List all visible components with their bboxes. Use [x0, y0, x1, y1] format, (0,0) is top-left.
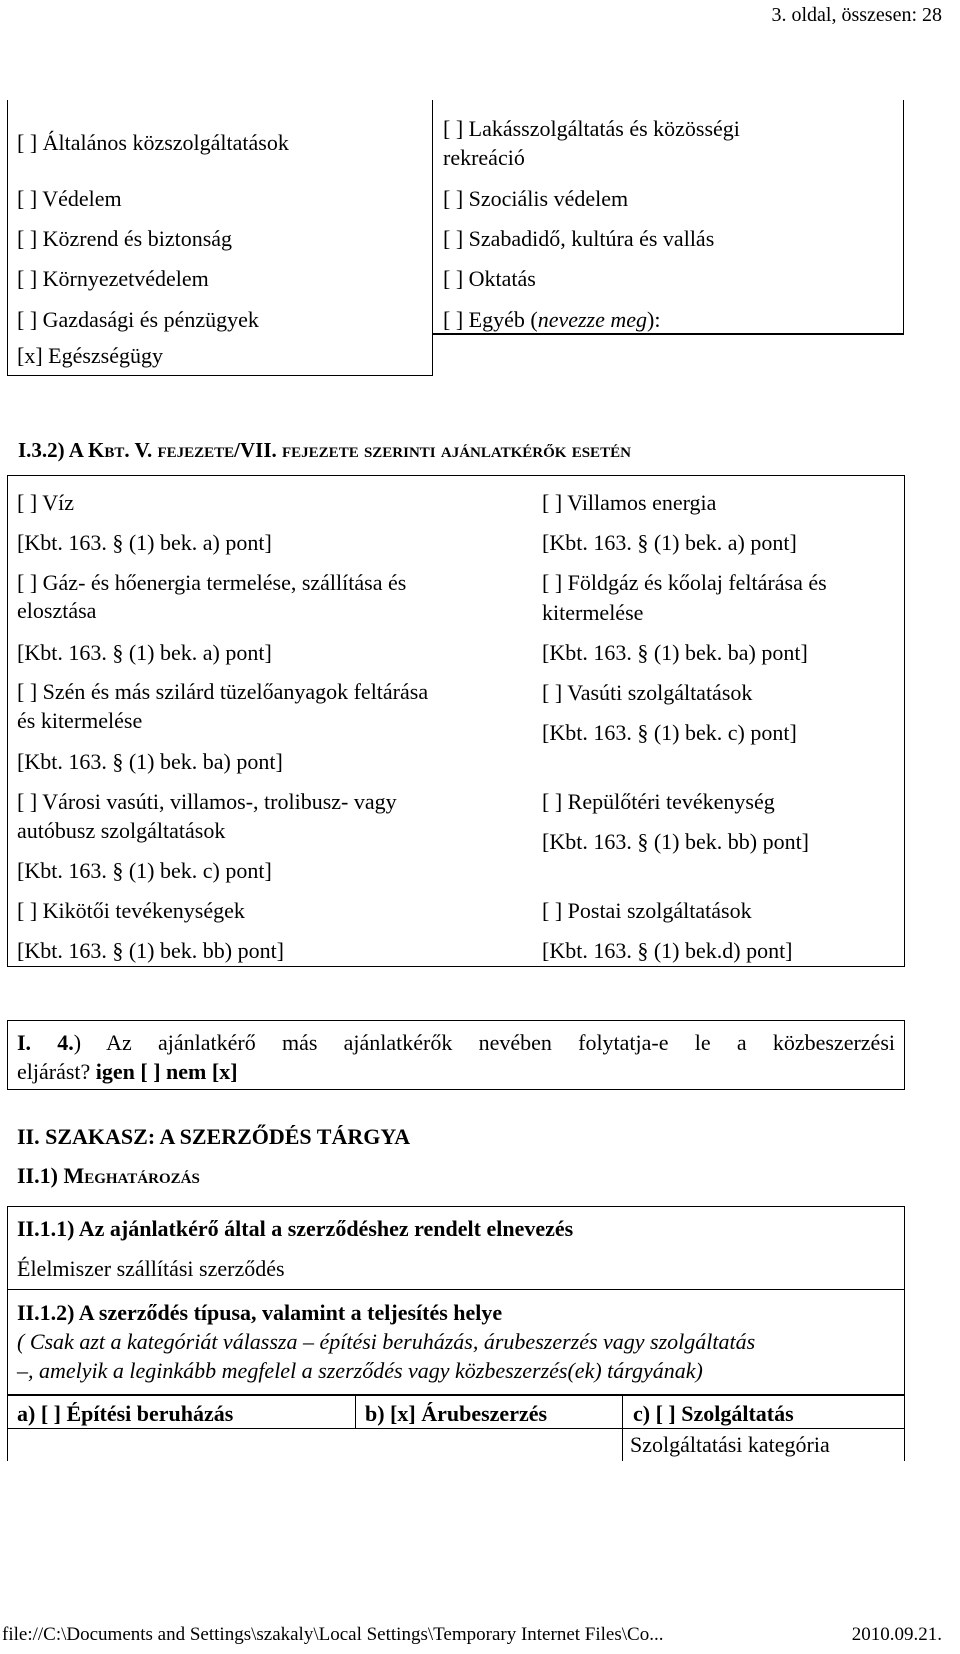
- activity-left-5: [ ] Gazdasági és pénzügyek: [17, 307, 259, 332]
- egyeb-prefix: [ ] Egyéb (: [443, 307, 538, 332]
- activity-right-2: [ ] Szociális védelem: [443, 186, 629, 211]
- sector-left-10: autóbusz szolgáltatások: [17, 818, 226, 843]
- type-services-option[interactable]: c) [ ] Szolgáltatás: [633, 1401, 794, 1426]
- activity-right-1: [ ] Lakásszolgáltatás és közösségi: [443, 116, 740, 141]
- ii12-left-border: [7, 1289, 8, 1461]
- ii12-note-2: –, amelyik a leginkább megfelel a szerződés vagy közbeszerzés(ek) tárgyának): [17, 1358, 703, 1383]
- i4-question: [17, 1030, 895, 1056]
- sector-right-11: [Kbt. 163. § (1) bek.d) pont]: [542, 938, 793, 963]
- sector-right-2: [Kbt. 163. § (1) bek. a) pont]: [542, 530, 797, 555]
- sector-left-7: és kitermelése: [17, 708, 143, 733]
- ii11-title: II.1.1) Az ajánlatkérő által a szerződéshez rendelt elnevezés: [17, 1216, 574, 1241]
- ii12-title: II.1.2) A szerződés típusa, valamint a teljesítés helye: [17, 1300, 503, 1325]
- heading-part-d: fejezete/VII. fejezete szerinti ajánlatkérők esetén: [157, 438, 631, 462]
- heading-part-b: bt: [104, 438, 125, 462]
- i4-text: ) Az ajánlatkérő más ajánlatkérők nevében folytatja-e le a közbeszerzési: [73, 1030, 895, 1055]
- activity-left-2: [ ] Védelem: [17, 186, 122, 211]
- i4-text2: eljárást?: [17, 1059, 96, 1084]
- sector-left-4: elosztása: [17, 598, 97, 623]
- section-ii-title: II. SZAKASZ: A SZERZŐDÉS TÁRGYA: [17, 1124, 411, 1149]
- sector-right-10: [ ] Postai szolgáltatások: [542, 898, 752, 923]
- sector-left-13: [Kbt. 163. § (1) bek. bb) pont]: [17, 938, 285, 963]
- ii1-b: eghatározás: [84, 1163, 200, 1188]
- activity-right-1b: rekreáció: [443, 145, 525, 170]
- i4-number: I. 4.: [17, 1030, 74, 1055]
- heading-part-a: I.3.2) A K: [18, 438, 105, 462]
- egyeb-italic: nevezze meg: [537, 307, 648, 332]
- ii12-note-1: ( Csak azt a kategóriát válassza – építési beruházás, árubeszerzés vagy szolgáltatás: [17, 1329, 756, 1354]
- sector-right-8: [ ] Repülőtéri tevékenység: [542, 789, 775, 814]
- sector-left-12: [ ] Kikötői tevékenységek: [17, 898, 245, 923]
- ii1-a: II.1) M: [17, 1163, 85, 1188]
- activity-right-3: [ ] Szabadidő, kultúra és vallás: [443, 226, 715, 251]
- sector-left-9: [ ] Városi vasúti, villamos-, trolibusz- vagy: [17, 789, 397, 814]
- type-supplies-option[interactable]: b) [x] Árubeszerzés: [365, 1401, 548, 1426]
- sector-left-8: [Kbt. 163. § (1) bek. ba) pont]: [17, 749, 283, 774]
- activity-right-4: [ ] Oktatás: [443, 266, 536, 291]
- activity-right-5: [443, 307, 660, 333]
- footer-date: 2010.09.21.: [851, 1624, 942, 1645]
- page-number: 3. oldal, összesen: 28: [771, 4, 942, 26]
- sector-right-1: [ ] Villamos energia: [542, 490, 717, 515]
- sector-right-9: [Kbt. 163. § (1) bek. bb) pont]: [542, 829, 810, 854]
- sector-right-5: [Kbt. 163. § (1) bek. ba) pont]: [542, 640, 808, 665]
- sector-right-6: [ ] Vasúti szolgáltatások: [542, 680, 753, 705]
- sector-right-7: [Kbt. 163. § (1) bek. c) pont]: [542, 720, 797, 745]
- activity-left-4: [ ] Környezetvédelem: [17, 266, 209, 291]
- sector-right-4: kitermelése: [542, 600, 644, 625]
- ii12-right-border: [904, 1289, 905, 1461]
- activity-left-3: [ ] Közrend és biztonság: [17, 226, 233, 251]
- heading-part-c: . V.: [124, 438, 158, 462]
- i4-question-line2: [17, 1059, 238, 1085]
- sector-left-1: [ ] Víz: [17, 490, 75, 515]
- service-category-label: Szolgáltatási kategória: [630, 1432, 830, 1457]
- sector-left-6: [ ] Szén és más szilárd tüzelőanyagok feltárása: [17, 679, 429, 704]
- sector-left-5: [Kbt. 163. § (1) bek. a) pont]: [17, 640, 272, 665]
- sector-left-2: [Kbt. 163. § (1) bek. a) pont]: [17, 530, 272, 555]
- footer-path: file://C:\Documents and Settings\szakaly\Local Settings\Temporary Internet Files\Co...: [2, 1624, 664, 1645]
- ii11-value: Élelmiszer szállítási szerződés: [17, 1256, 285, 1281]
- sector-left-11: [Kbt. 163. § (1) bek. c) pont]: [17, 858, 272, 883]
- egyeb-suffix: ):: [647, 307, 661, 332]
- section-ii1-title: [17, 1163, 200, 1189]
- sector-right-3: [ ] Földgáz és kőolaj feltárása és: [542, 570, 827, 595]
- i4-answer: igen [ ] nem [x]: [95, 1059, 238, 1084]
- activity-left-1: [ ] Általános közszolgáltatások: [17, 130, 289, 155]
- type-works-option[interactable]: a) [ ] Építési beruházás: [17, 1401, 234, 1426]
- activity-left-6: [x] Egészségügy: [17, 343, 164, 368]
- section-i32-heading: [18, 437, 631, 463]
- sector-left-3: [ ] Gáz- és hőenergia termelése, szállítása és: [17, 570, 407, 595]
